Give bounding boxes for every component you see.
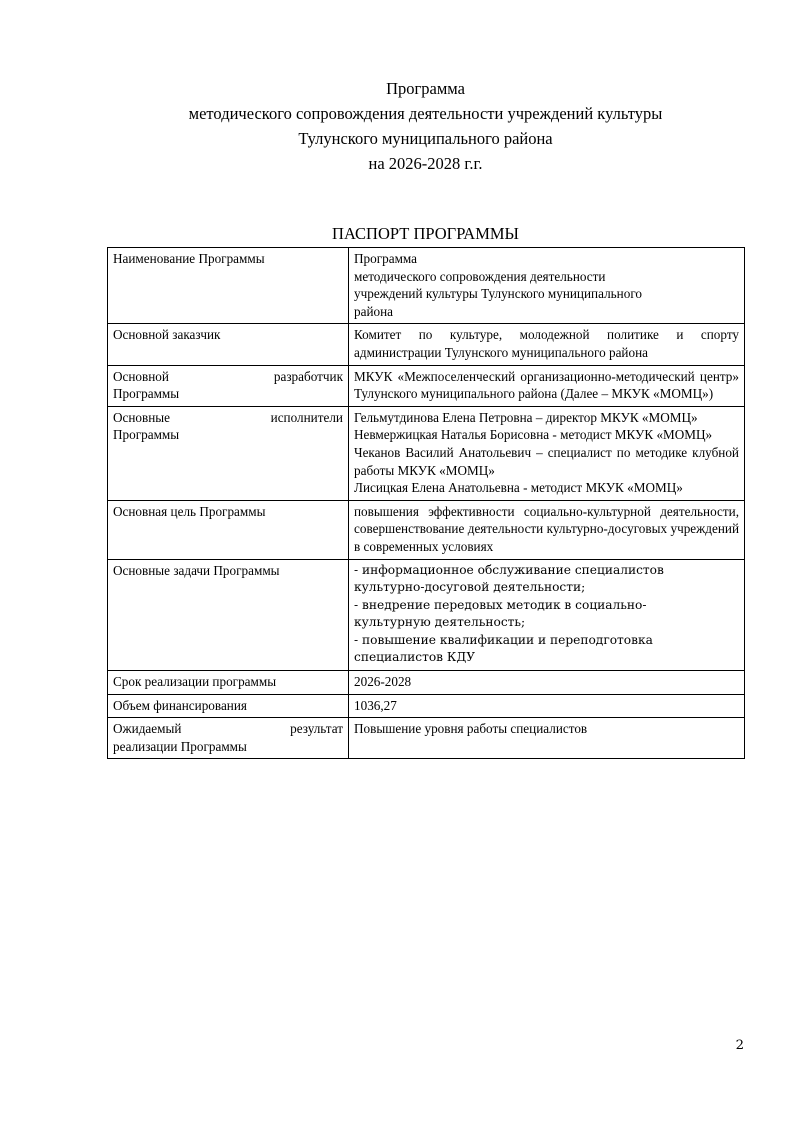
- row-label: Срок реализации программы: [113, 674, 277, 690]
- passport-table: [107, 247, 745, 759]
- row-value-line: - внедрение передовых методик в социально-: [354, 597, 647, 612]
- row-label-line: Основной разработчик: [113, 368, 343, 384]
- row-value: Повышение уровня работы специалистов: [354, 721, 588, 737]
- title-line-4: на 2026-2028 г.г.: [368, 154, 483, 173]
- page-number: 2: [735, 1038, 744, 1053]
- row-value: повышения эффективности социально-культурной деятельности, совершенствование деятельности культурно-досуговых учреждений в современных условиях: [354, 503, 739, 554]
- table-row: [108, 365, 745, 406]
- row-value-line: учреждений культуры Тулунского муниципального: [354, 286, 642, 302]
- title-line-2: методического сопровождения деятельности учреждений культуры: [188, 104, 663, 123]
- row-value-cell: [349, 671, 745, 695]
- table-row: [108, 559, 745, 671]
- row-value: Комитет по культуре, молодежной политике и спорту администрации Тулунского муниципального района: [354, 327, 739, 360]
- row-label-cell: [108, 365, 349, 406]
- row-label-cell: [108, 324, 349, 365]
- table-row: [108, 500, 745, 559]
- row-value-cell: [349, 365, 745, 406]
- document-title: [107, 76, 744, 176]
- row-label-line: реализации Программы: [113, 738, 247, 754]
- row-label: [113, 409, 343, 444]
- row-label-line: Программы: [113, 427, 180, 443]
- row-value-cell: [349, 324, 745, 365]
- row-value-line: специалистов КДУ: [354, 650, 476, 665]
- section-heading: ПАСПОРТ ПРОГРАММЫ: [332, 224, 519, 243]
- row-label: Основной заказчик: [113, 327, 221, 343]
- row-label-cell: [108, 694, 349, 718]
- row-value-line: культурно-досуговой деятельности;: [354, 580, 586, 595]
- row-value-line: Программа: [354, 251, 418, 266]
- row-label-cell: [108, 559, 349, 671]
- row-label-cell: [108, 248, 349, 324]
- row-label: Объем финансирования: [113, 697, 247, 713]
- row-value-cell: [349, 406, 745, 500]
- table-row: [108, 248, 745, 324]
- row-label-line: Ожидаемый результат: [113, 721, 343, 737]
- row-value: 2026-2028: [354, 674, 412, 690]
- row-label: Основные задачи Программы: [113, 562, 280, 578]
- row-label: [113, 720, 343, 755]
- row-value-line: - повышение квалификации и переподготовка: [354, 632, 653, 647]
- row-value-cell: [349, 718, 745, 759]
- row-label-line: Основные исполнители: [113, 409, 343, 425]
- row-value: МКУК «Межпоселенческий организационно-методический центр» Тулунского муниципального района (Далее – МКУК «МОМЦ»): [354, 368, 739, 402]
- row-label-cell: [108, 718, 349, 759]
- row-value-cell: [349, 694, 745, 718]
- table-row: [108, 324, 745, 365]
- row-value-paragraph: Гельмутдинова Елена Петровна – директор МКУК «МОМЦ»: [354, 409, 698, 425]
- row-value-line: - информационное обслуживание специалистов: [354, 562, 664, 577]
- table-row: [108, 406, 745, 500]
- row-label: Наименование Программы: [113, 251, 265, 266]
- row-value-paragraph: Чеканов Василий Анатольевич – специалист по методике клубной работы МКУК «МОМЦ»: [354, 444, 739, 478]
- row-value-line: методического сопровождения деятельности: [354, 268, 606, 284]
- row-label: [113, 368, 343, 403]
- row-value-cell: [349, 248, 745, 324]
- row-value-line: культурную деятельность;: [354, 615, 526, 630]
- table-row: [108, 694, 745, 718]
- table-row: [108, 718, 745, 759]
- row-label: Основная цель Программы: [113, 503, 266, 519]
- row-value-cell: [349, 559, 745, 671]
- row-value-paragraph: Невмержицкая Наталья Борисовна - методист МКУК «МОМЦ»: [354, 427, 713, 443]
- row-value-cell: [349, 500, 745, 559]
- row-label-cell: [108, 500, 349, 559]
- row-label-cell: [108, 406, 349, 500]
- row-value-paragraph: Лисицкая Елена Анатольевна - методист МКУК «МОМЦ»: [354, 480, 683, 496]
- title-line-3: Тулунского муниципального района: [298, 129, 553, 148]
- title-line-1: Программа: [386, 79, 465, 98]
- row-label-line: Программы: [113, 386, 180, 402]
- row-label-cell: [108, 671, 349, 695]
- row-value-line: района: [354, 303, 394, 319]
- table-row: [108, 671, 745, 695]
- row-value: 1036,27: [354, 697, 397, 713]
